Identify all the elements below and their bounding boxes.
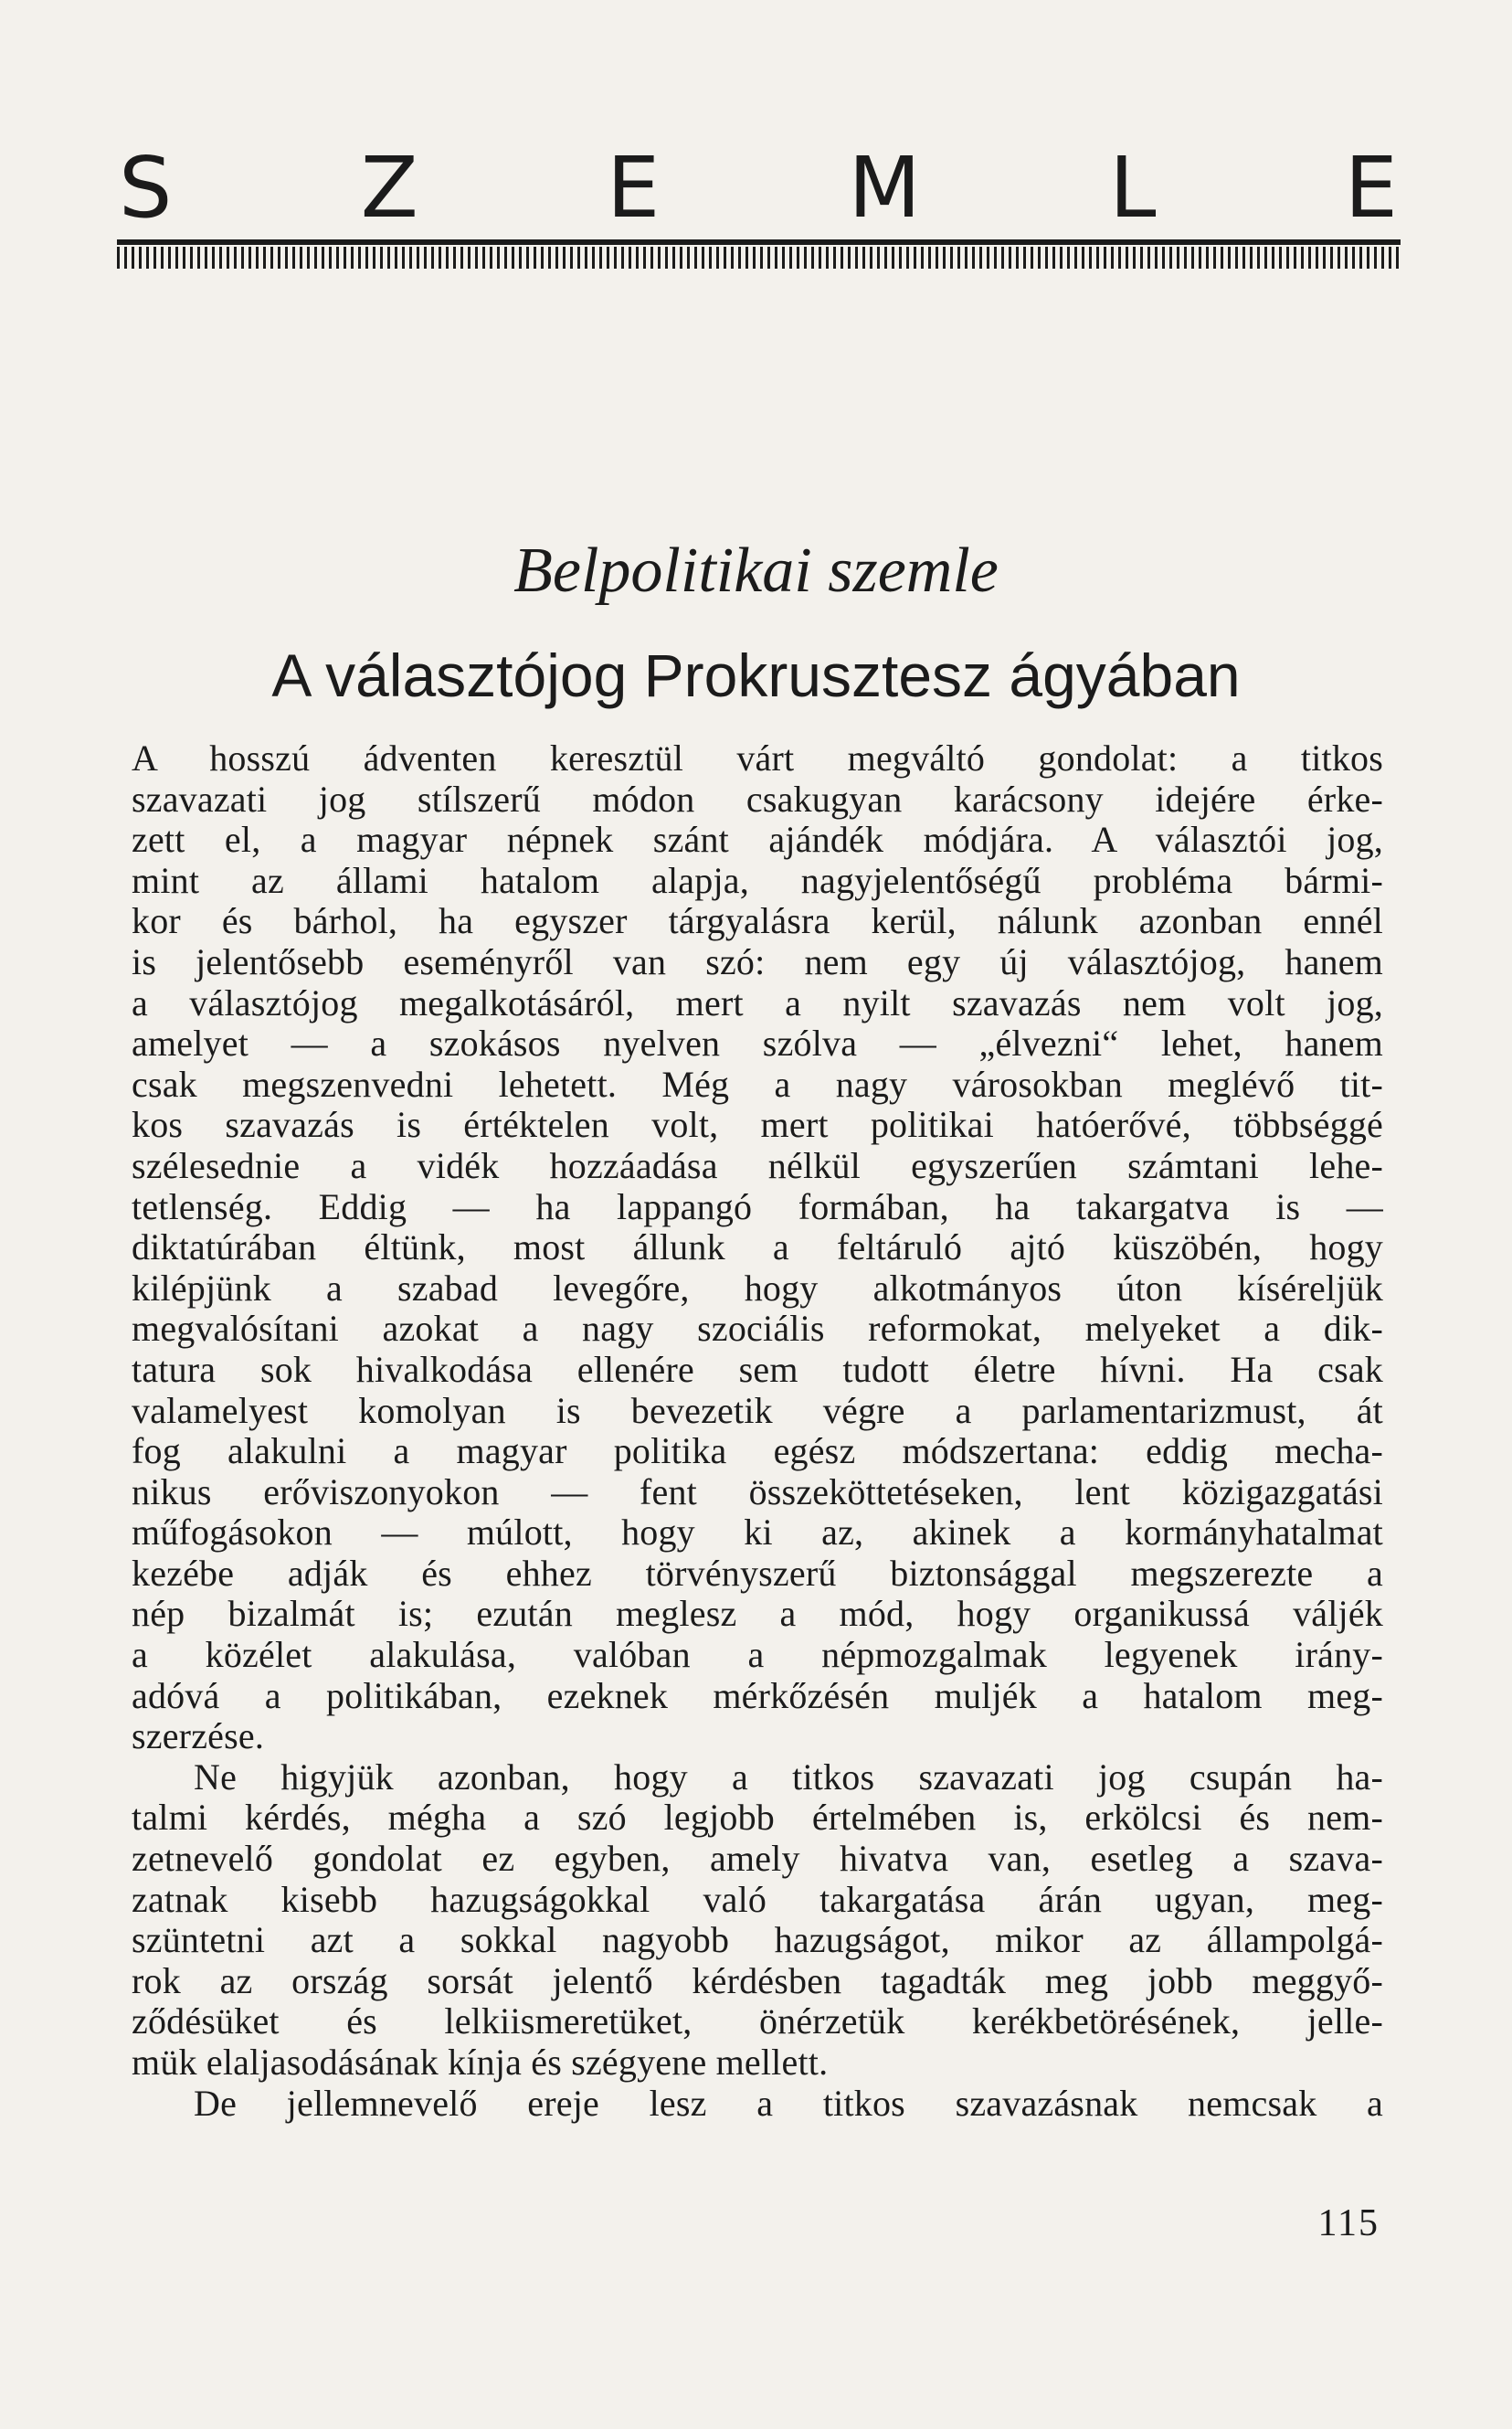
text-line: műfogásokon — múlott, hogy ki az, akinek a kormányhatalmat [132,1511,1383,1554]
text-line: Ne higyjük azonban, hogy a titkos szavazati jog csupán ha- [194,1755,1383,1798]
masthead-letter: L [1109,139,1157,237]
text-line: nikus erőviszonyokon — fent összeköttetéseken, lent közigazgatási [132,1470,1383,1512]
text-line: kor és bárhol, ha egyszer tárgyalásra kerül, nálunk azonban ennél [132,900,1383,942]
text-line: valamelyest komolyan is bevezetik végre a parlamentarizmust, át [132,1389,1383,1431]
text-line: mük elaljasodásának kínja és szégyene mellett. [132,2042,829,2083]
text-line: zetnevelő gondolat ez egyben, amely hivatva van, esetleg a szava- [132,1838,1383,1880]
text-line: zatnak kisebb hazugságokkal való takargatása árán ugyan, meg- [132,1878,1383,1920]
text-line: tetlenség. Eddig — ha lappangó formában, ha takargatva is — [132,1185,1383,1227]
text-line: szüntetni azt a sokkal nagyobb hazugságot, mikor az állampolgá- [132,1919,1383,1961]
text-line: De jellemnevelő ereje lesz a titkos szavazásnak nemcsak a [194,2082,1383,2124]
masthead-letter: E [607,139,661,237]
text-line: talmi kérdés, mégha a szó legjobb értelmében is, erkölcsi és nem- [132,1797,1383,1839]
masthead-letter: M [848,139,921,237]
section-title: Belpolitikai szemle [513,536,999,606]
text-line: adóvá a politikában, ezeknek mérkőzésén muljék a hatalom meg- [132,1674,1383,1716]
text-line: kilépjünk a szabad levegőre, hogy alkotmányos úton kíséreljük [132,1267,1383,1309]
text-line: fog alakulni a magyar politika egész módszertana: eddig mecha- [132,1430,1383,1472]
text-line: diktatúrában éltünk, most állunk a feltáruló ajtó küszöbén, hogy [132,1226,1383,1268]
text-line: szerzése. [132,1715,265,1757]
text-line: kos szavazás is értéktelen volt, mert politikai hatóerővé, többséggé [132,1104,1383,1146]
text-line: kezébe adják és ehhez törvényszerű biztonsággal megszerezte a [132,1552,1383,1594]
text-line: A hosszú ádventen keresztül várt megváltó gondolat: a titkos [132,737,1383,779]
masthead-letter: E [1344,139,1398,237]
text-line: mint az állami hatalom alapja, nagyjelentőségű probléma bármi- [132,859,1383,901]
text-line: amelyet — a szokásos nyelven szólva — „élvezni“ lehet, hanem [132,1023,1383,1065]
page-number: 115 [1317,2202,1380,2244]
masthead-letter: Z [360,139,418,237]
masthead-tick-rule [117,247,1401,269]
text-line: a választójog megalkotásáról, mert a nyilt szavazás nem volt jog, [132,981,1383,1024]
text-line: zett el, a magyar népnek szánt ajándék módjára. A választói jog, [132,819,1383,861]
article-title: A választójog Prokrusztesz ágyában [271,642,1241,709]
masthead [119,139,1398,237]
masthead-letter: S [119,139,173,237]
text-line: a közélet alakulása, valóban a népmozgalmak legyenek irány- [132,1634,1383,1676]
text-line: nép bizalmát is; ezután meglesz a mód, hogy organikussá váljék [132,1593,1383,1635]
text-line: rok az ország sorsát jelentő kérdésben tagadták meg jobb meggyő- [132,1959,1383,2001]
article-body [132,738,1383,2124]
text-line: tatura sok hivalkodása ellenére sem tudott életre hívni. Ha csak [132,1348,1383,1390]
text-line: szavazati jog stílszerű módon csakugyan karácsony idejére érke- [132,778,1383,820]
text-line: csak megszenvedni lehetett. Még a nagy városokban meglévő tit- [132,1063,1383,1105]
text-line: is jelentősebb eseményről van szó: nem egy új választójog, hanem [132,940,1383,982]
text-line: szélesednie a vidék hozzáadása nélkül egyszerűen számtani lehe- [132,1144,1383,1186]
text-line: ződésüket és lelkiismeretüket, önérzetük kerékbetörésének, jelle- [132,2000,1383,2042]
text-line: megvalósítani azokat a nagy szociális reformokat, melyeket a dik- [132,1308,1383,1350]
masthead-rule [117,239,1401,245]
